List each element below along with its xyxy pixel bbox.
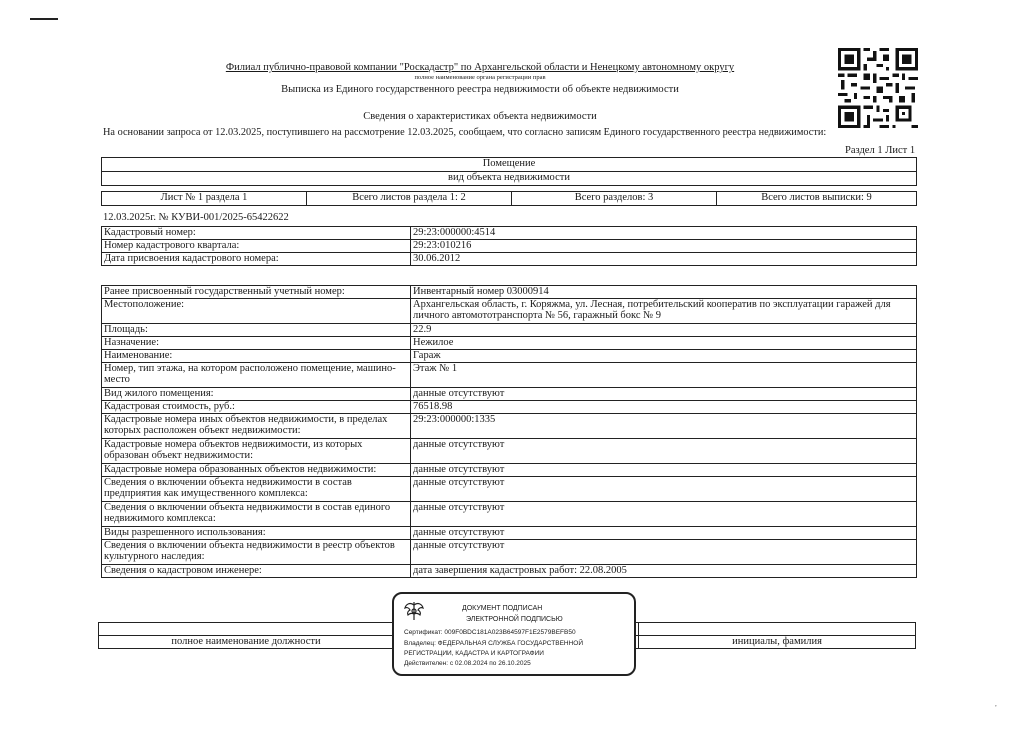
- table-row: [102, 565, 917, 578]
- stamp-certificate: Сертификат: 009F0BDC181A023B64597F1E2579BEFB50: [404, 629, 576, 636]
- row-value: данные отсутствуют: [411, 527, 917, 540]
- row-value: данные отсутствуют: [411, 540, 917, 565]
- row-value: 29:23:000000:1335: [411, 414, 917, 439]
- table-row: [102, 227, 917, 240]
- assignment-date: 30.06.2012: [411, 253, 917, 266]
- table-row: [102, 477, 917, 502]
- cadastral-number: 29:23:000000:4514: [411, 227, 917, 240]
- org-caption: полное наименование органа регистрации прав: [414, 74, 546, 81]
- request-date-number: 12.03.2025г. № КУВИ-001/2025-65422622: [103, 212, 289, 223]
- stamp-owner: Владелец: ФЕДЕРАЛЬНАЯ СЛУЖБА ГОСУДАРСТВЕННОЙ: [404, 640, 584, 647]
- row-label: Площадь:: [102, 324, 411, 337]
- table-row: [102, 464, 917, 477]
- section-sheet: Раздел 1 Лист 1: [845, 145, 916, 156]
- row-value: 22.9: [411, 324, 917, 337]
- org-name: Филиал публично-правовой компании "Роскадастр" по Архангельской области и Ненецкому автономному округу: [225, 62, 735, 73]
- stamp-validity: Действителен: с 02.08.2024 по 26.10.2025: [404, 660, 531, 667]
- table-row: [102, 527, 917, 540]
- row-value: Гараж: [411, 350, 917, 363]
- object-type-caption: вид объекта недвижимости: [102, 172, 917, 186]
- qr-code-icon: [838, 48, 918, 128]
- stamp-owner-2: РЕГИСТРАЦИИ, КАДАСТРА И КАРТОГРАФИИ: [404, 650, 544, 657]
- initials-caption: инициалы, фамилия: [639, 636, 916, 649]
- table-row: [102, 363, 917, 388]
- total-sheets-section: Всего листов раздела 1: 2: [307, 192, 512, 206]
- table-row: [102, 299, 917, 324]
- row-label: Кадастровые номера объектов недвижимости, из которых образован объект недвижимости:: [102, 439, 411, 464]
- registration-table: [101, 226, 917, 266]
- row-value: Этаж № 1: [411, 363, 917, 388]
- row-label: Местоположение:: [102, 299, 411, 324]
- object-type-table: [101, 157, 917, 186]
- row-value: данные отсутствуют: [411, 439, 917, 464]
- row-value: дата завершения кадастровых работ: 22.08.2005: [411, 565, 917, 578]
- basis-text: На основании запроса от 12.03.2025, поступившего на рассмотрение 12.03.2025, сообщаем, что согласно записям Единого государственного реестра недвижимости:: [103, 127, 827, 138]
- row-label: Кадастровые номера образованных объектов недвижимости:: [102, 464, 411, 477]
- object-type: Помещение: [102, 158, 917, 172]
- row-label: Кадастровый номер:: [102, 227, 411, 240]
- row-label: Вид жилого помещения:: [102, 388, 411, 401]
- row-value: Инвентарный номер 03000914: [411, 286, 917, 299]
- row-value: Архангельская область, г. Коряжма, ул. Лесная, потребительский кооператив по эксплуатации гаражей для личного автомототранспорта № 56, гаражный бокс № 9: [411, 299, 917, 324]
- electronic-signature-stamp: [392, 592, 636, 676]
- total-sections: Всего разделов: 3: [512, 192, 717, 206]
- row-label: Кадастровая стоимость, руб.:: [102, 401, 411, 414]
- table-row: [102, 337, 917, 350]
- row-label: Сведения о включении объекта недвижимости в состав единого недвижимого комплекса:: [102, 502, 411, 527]
- stamp-line1: ДОКУМЕНТ ПОДПИСАН: [462, 605, 543, 612]
- scan-mark: ,: [995, 700, 997, 708]
- table-row: [102, 401, 917, 414]
- row-label: Сведения о включении объекта недвижимости в состав предприятия как имущественного комплекса:: [102, 477, 411, 502]
- row-value: данные отсутствуют: [411, 464, 917, 477]
- total-sheets-extract: Всего листов выписки: 9: [717, 192, 917, 206]
- table-row: [102, 439, 917, 464]
- table-row: [102, 502, 917, 527]
- position-caption: полное наименование должности: [99, 636, 394, 649]
- row-label: Ранее присвоенный государственный учетный номер:: [102, 286, 411, 299]
- scan-mark: [30, 18, 58, 20]
- cadastral-quarter: 29:23:010216: [411, 240, 917, 253]
- sheet-number: Лист № 1 раздела 1: [102, 192, 307, 206]
- row-label: Кадастровые номера иных объектов недвижимости, в пределах которых расположен объект недвижимости:: [102, 414, 411, 439]
- table-row: [102, 414, 917, 439]
- row-label: Сведения о кадастровом инженере:: [102, 565, 411, 578]
- row-label: Номер кадастрового квартала:: [102, 240, 411, 253]
- row-label: Сведения о включении объекта недвижимости в реестр объектов культурного наследия:: [102, 540, 411, 565]
- details-table: [101, 285, 917, 578]
- table-row: [102, 253, 917, 266]
- emblem-icon: [402, 599, 426, 623]
- table-row: [102, 540, 917, 565]
- row-value: данные отсутствуют: [411, 477, 917, 502]
- table-row: [102, 286, 917, 299]
- section-title: Сведения о характеристиках объекта недвижимости: [363, 111, 597, 122]
- row-value: данные отсутствуют: [411, 502, 917, 527]
- doc-title: Выписка из Единого государственного реестра недвижимости об объекте недвижимости: [281, 84, 679, 95]
- row-label: Наименование:: [102, 350, 411, 363]
- stamp-line2: ЭЛЕКТРОННОЙ ПОДПИСЬЮ: [466, 616, 563, 623]
- row-label: Виды разрешенного использования:: [102, 527, 411, 540]
- table-row: [102, 388, 917, 401]
- row-label: Номер, тип этажа, на котором расположено помещение, машино-место: [102, 363, 411, 388]
- row-value: данные отсутствуют: [411, 388, 917, 401]
- row-value: Нежилое: [411, 337, 917, 350]
- table-row: [102, 350, 917, 363]
- sheet-info-table: [101, 191, 917, 206]
- row-value: 76518.98: [411, 401, 917, 414]
- row-label: Дата присвоения кадастрового номера:: [102, 253, 411, 266]
- row-label: Назначение:: [102, 337, 411, 350]
- table-row: [102, 324, 917, 337]
- table-row: [102, 240, 917, 253]
